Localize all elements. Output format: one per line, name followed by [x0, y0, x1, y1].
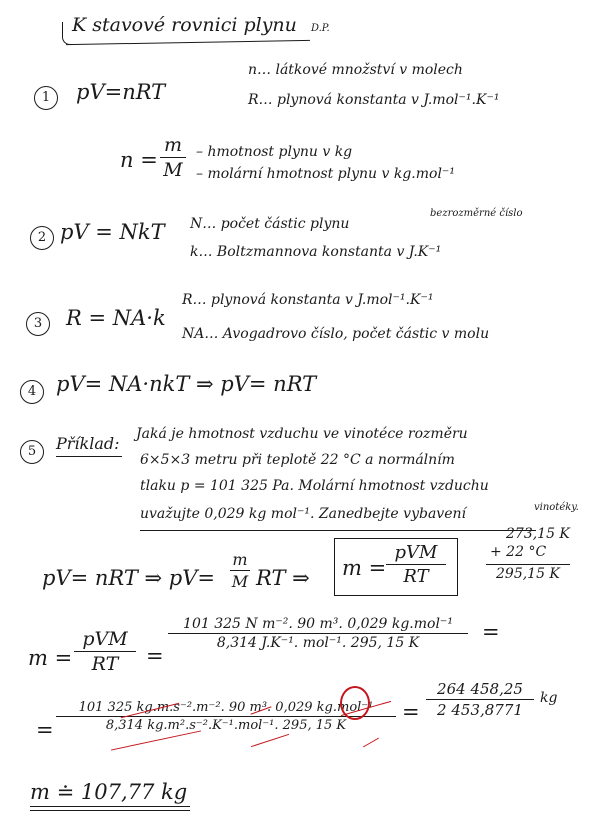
temp-add: + 22 °C — [490, 544, 547, 560]
calc2-den: 8,314 kg.m².s⁻².K⁻¹.mol⁻¹. 295, 15 K — [105, 718, 347, 733]
highlight-circle — [340, 686, 370, 720]
calc2-unit: kg — [540, 690, 558, 706]
cancel-mark-5 — [251, 734, 289, 747]
note-2b: k… Boltzmannova konstanta v J.K⁻¹ — [190, 244, 442, 260]
temp-sum: 295,15 K — [496, 566, 560, 582]
calc1-fraction-den: RT — [91, 653, 119, 675]
derivation-fraction-num: m — [232, 550, 248, 569]
boxed-fraction — [386, 542, 446, 587]
note-3a: R… plynová konstanta v J.mol⁻¹.K⁻¹ — [182, 292, 434, 308]
temp-sum-line — [486, 564, 570, 565]
mass-formula-lhs: n = — [120, 148, 158, 172]
calc1-fraction-num: pVM — [82, 628, 128, 650]
derivation-fraction-den: M — [231, 572, 249, 591]
derivation-step-1: pV= nRT ⇒ pV= — [42, 566, 216, 590]
cancel-mark-4 — [111, 730, 201, 750]
title-underline — [66, 40, 310, 45]
calc1-num: 101 325 N m⁻². 90 m³. 0,029 kg.mol⁻¹ — [183, 616, 453, 632]
boxed-fraction-num: pVM — [394, 542, 438, 563]
mass-fraction — [160, 134, 186, 181]
note-1a: n… látkové množství v molech — [248, 62, 463, 78]
calc2-lead: = — [36, 718, 54, 742]
calc2-res-den: 2 453,8771 — [437, 701, 523, 719]
example-line-3: tlaku p = 101 325 Pa. Molární hmotnost vzduchu — [140, 478, 489, 494]
calc1-lhs: m = — [28, 646, 73, 670]
calc1-den: 8,314 J.K⁻¹. mol⁻¹. 295, 15 K — [216, 635, 420, 651]
mass-fraction-num: m — [163, 134, 183, 156]
mass-item-1: – hmotnost plynu v kg — [196, 144, 353, 160]
final-result-underline — [30, 806, 190, 807]
section-number-5: 5 — [20, 440, 44, 464]
section-number-2: 2 — [30, 226, 54, 250]
example-word-extra: vinotéky. — [534, 502, 579, 513]
mass-fraction-den: M — [163, 159, 183, 181]
calc2-num: 101 325 kg.m.s⁻².m⁻². 90 m³. 0,029 kg.mol⁻¹ — [78, 700, 374, 715]
equation-1: pV=nRT — [76, 80, 166, 104]
note-2-extra: bezrozměrné číslo — [430, 208, 523, 219]
example-underline — [140, 530, 536, 531]
page-title: K stavové rovnici plynu D.P. — [72, 14, 330, 36]
note-2a: N… počet částic plynu — [190, 216, 350, 232]
derivation-step-1b: RT ⇒ — [256, 566, 310, 590]
equation-3: R = NA·k — [66, 306, 166, 330]
cancel-mark-6 — [363, 738, 379, 748]
mass-item-2: – molární hmotnost plynu v kg.mol⁻¹ — [196, 166, 455, 182]
note-1b: R… plynová konstanta v J.mol⁻¹.K⁻¹ — [248, 92, 500, 108]
calc1-tail: = — [482, 620, 500, 644]
final-result: m ≐ 107,77 kg — [30, 780, 188, 804]
calc1-main-fraction — [168, 616, 468, 651]
equation-2: pV = NkT — [60, 220, 165, 244]
section-number-3: 3 — [26, 312, 50, 336]
final-result-underline-2 — [30, 810, 190, 811]
calc2-result-fraction — [426, 680, 534, 719]
temp-base: 273,15 K — [506, 526, 570, 542]
note-3b: NA… Avogadrovo číslo, počet částic v molu — [182, 326, 490, 342]
boxed-lhs: m = — [342, 556, 387, 580]
example-label-underline — [56, 456, 122, 457]
section-number-4: 4 — [20, 380, 44, 404]
equation-4: pV= NA·nkT ⇒ pV= nRT — [56, 372, 317, 396]
example-line-1: Jaká je hmotnost vzduchu ve vinotéce rozměru — [136, 426, 468, 442]
boxed-fraction-den: RT — [403, 566, 429, 587]
author-initials: D.P. — [310, 23, 330, 34]
example-line-4: uvažujte 0,029 kg mol⁻¹. Zanedbejte vybavení — [140, 506, 466, 522]
derivation-fraction — [230, 550, 250, 591]
example-line-2: 6×5×3 metru při teplotě 22 °C a normálním — [140, 452, 455, 468]
calc1-eq: = — [146, 644, 164, 668]
calc2-eq: = — [402, 700, 420, 724]
calc1-fraction — [74, 628, 136, 675]
example-label: Příklad: — [56, 434, 120, 453]
calc2-res-num: 264 458,25 — [437, 680, 523, 698]
section-number-1: 1 — [34, 86, 58, 110]
